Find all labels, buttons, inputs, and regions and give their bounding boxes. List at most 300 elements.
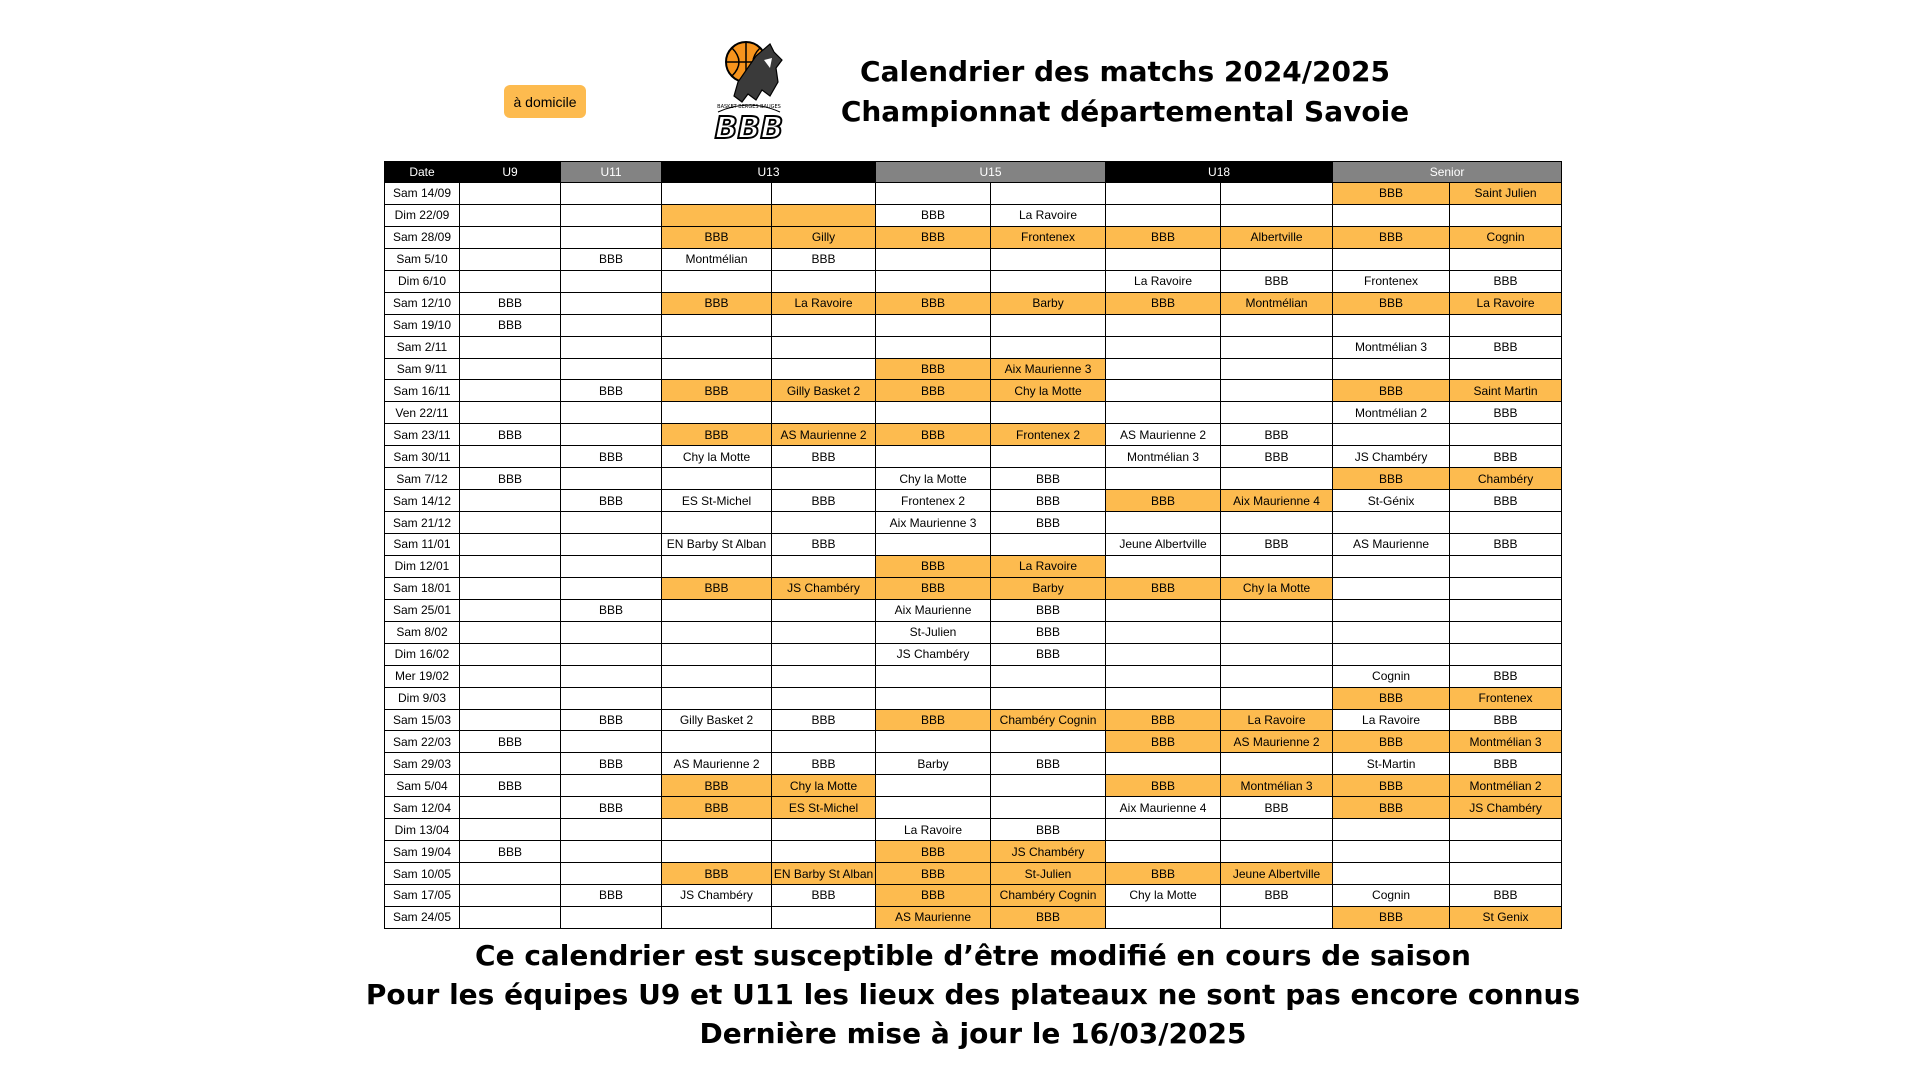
schedule-cell: Montmélian 3 [1333, 336, 1450, 358]
schedule-cell: BBB [1333, 775, 1450, 797]
match-schedule-table [384, 161, 1562, 929]
table-row [385, 819, 1562, 841]
schedule-cell [1333, 248, 1450, 270]
schedule-cell [460, 226, 561, 248]
schedule-cell [662, 204, 772, 226]
schedule-cell [1450, 314, 1562, 336]
schedule-cell: La Ravoire [772, 292, 876, 314]
schedule-cell [1106, 621, 1221, 643]
schedule-cell [460, 380, 561, 402]
schedule-cell [662, 599, 772, 621]
schedule-cell [460, 885, 561, 907]
schedule-cell [1450, 599, 1562, 621]
schedule-cell: BBB [1333, 380, 1450, 402]
schedule-cell [1106, 336, 1221, 358]
schedule-cell [1106, 358, 1221, 380]
schedule-cell [561, 336, 662, 358]
schedule-cell: BBB [1106, 709, 1221, 731]
schedule-cell: BBB [772, 446, 876, 468]
schedule-cell [561, 424, 662, 446]
schedule-cell: BBB [1333, 797, 1450, 819]
schedule-cell [772, 621, 876, 643]
schedule-cell: BBB [460, 292, 561, 314]
schedule-cell [1450, 512, 1562, 534]
table-row [385, 621, 1562, 643]
schedule-cell: BBB [991, 599, 1106, 621]
footer-notes [300, 936, 1646, 1053]
schedule-cell [1221, 665, 1333, 687]
schedule-cell: JS Chambéry [662, 885, 772, 907]
page-title [780, 52, 1470, 132]
table-row [385, 643, 1562, 665]
schedule-cell: BBB [772, 490, 876, 512]
schedule-cell [460, 819, 561, 841]
schedule-cell [991, 797, 1106, 819]
schedule-cell: BBB [1450, 336, 1562, 358]
schedule-cell: BBB [662, 797, 772, 819]
schedule-cell [1221, 906, 1333, 928]
schedule-cell: La Ravoire [1106, 270, 1221, 292]
schedule-cell [991, 314, 1106, 336]
schedule-cell: BBB [561, 797, 662, 819]
schedule-cell: BBB [1450, 709, 1562, 731]
schedule-cell [561, 358, 662, 380]
date-cell: Dim 13/04 [385, 819, 460, 841]
table-row [385, 906, 1562, 928]
date-cell: Mer 19/02 [385, 665, 460, 687]
schedule-cell: BBB [1450, 753, 1562, 775]
schedule-cell: BBB [772, 753, 876, 775]
date-cell: Sam 19/04 [385, 841, 460, 863]
schedule-cell [1333, 512, 1450, 534]
table-row [385, 512, 1562, 534]
schedule-cell [662, 468, 772, 490]
schedule-cell: BBB [991, 468, 1106, 490]
schedule-cell [1106, 248, 1221, 270]
schedule-cell [460, 797, 561, 819]
schedule-cell: BBB [460, 424, 561, 446]
schedule-cell: Chy la Motte [662, 446, 772, 468]
schedule-cell [561, 906, 662, 928]
date-cell: Sam 16/11 [385, 380, 460, 402]
schedule-cell [460, 402, 561, 424]
schedule-cell [772, 687, 876, 709]
schedule-cell: BBB [561, 446, 662, 468]
schedule-cell [1221, 204, 1333, 226]
schedule-cell [772, 204, 876, 226]
schedule-cell: BBB [876, 380, 991, 402]
header-senior: Senior [1333, 162, 1562, 183]
schedule-cell [1450, 424, 1562, 446]
schedule-cell [772, 512, 876, 534]
schedule-cell: BBB [772, 885, 876, 907]
schedule-cell [561, 468, 662, 490]
schedule-cell [460, 863, 561, 885]
table-row [385, 270, 1562, 292]
schedule-cell [1106, 841, 1221, 863]
schedule-cell [662, 906, 772, 928]
schedule-cell: Montmélian 3 [1450, 731, 1562, 753]
schedule-cell: Frontenex 2 [991, 424, 1106, 446]
schedule-cell: BBB [662, 380, 772, 402]
schedule-cell: BBB [991, 490, 1106, 512]
schedule-cell: BBB [1450, 665, 1562, 687]
schedule-cell: BBB [662, 424, 772, 446]
date-cell: Sam 15/03 [385, 709, 460, 731]
schedule-cell: Chambéry Cognin [991, 709, 1106, 731]
schedule-cell [662, 270, 772, 292]
schedule-cell: St-Julien [991, 863, 1106, 885]
schedule-cell [772, 841, 876, 863]
schedule-cell [1221, 183, 1333, 205]
schedule-cell [1221, 314, 1333, 336]
date-cell: Sam 9/11 [385, 358, 460, 380]
schedule-cell [561, 402, 662, 424]
schedule-cell [876, 534, 991, 556]
schedule-cell [1333, 314, 1450, 336]
schedule-cell [1106, 183, 1221, 205]
schedule-cell: Montmélian 3 [1221, 775, 1333, 797]
schedule-cell [991, 534, 1106, 556]
date-cell: Sam 10/05 [385, 863, 460, 885]
schedule-cell: BBB [1333, 292, 1450, 314]
schedule-cell [1221, 687, 1333, 709]
date-cell: Sam 22/03 [385, 731, 460, 753]
schedule-cell: BBB [561, 753, 662, 775]
date-cell: Dim 16/02 [385, 643, 460, 665]
schedule-cell: BBB [991, 643, 1106, 665]
schedule-cell [772, 665, 876, 687]
schedule-cell: Aix Maurienne [876, 599, 991, 621]
schedule-cell: Gilly [772, 226, 876, 248]
schedule-cell: BBB [876, 292, 991, 314]
schedule-cell [460, 446, 561, 468]
schedule-cell: BBB [662, 292, 772, 314]
schedule-cell [772, 599, 876, 621]
schedule-cell [991, 402, 1106, 424]
schedule-cell: BBB [561, 885, 662, 907]
schedule-cell [561, 863, 662, 885]
schedule-cell: Chy la Motte [876, 468, 991, 490]
table-row [385, 490, 1562, 512]
schedule-cell: ES St-Michel [772, 797, 876, 819]
schedule-cell [1333, 358, 1450, 380]
schedule-cell: BBB [1450, 402, 1562, 424]
schedule-cell: Barby [991, 577, 1106, 599]
schedule-cell: BBB [876, 226, 991, 248]
schedule-cell [1221, 468, 1333, 490]
schedule-cell [460, 270, 561, 292]
schedule-cell: BBB [460, 731, 561, 753]
schedule-cell [460, 248, 561, 270]
schedule-cell: AS Maurienne 2 [1221, 731, 1333, 753]
schedule-cell: BBB [1221, 885, 1333, 907]
table-row [385, 292, 1562, 314]
title-line-2: Championnat départemental Savoie [840, 95, 1410, 128]
schedule-cell: St Genix [1450, 906, 1562, 928]
schedule-cell [561, 270, 662, 292]
schedule-cell [662, 841, 772, 863]
table-row [385, 599, 1562, 621]
schedule-cell: Jeune Albertville [1106, 534, 1221, 556]
schedule-cell: La Ravoire [876, 819, 991, 841]
date-cell: Dim 22/09 [385, 204, 460, 226]
schedule-cell [876, 665, 991, 687]
schedule-cell [1450, 555, 1562, 577]
schedule-cell: BBB [772, 709, 876, 731]
schedule-cell: BBB [991, 819, 1106, 841]
schedule-cell: Cognin [1450, 226, 1562, 248]
schedule-cell: Chambéry Cognin [991, 885, 1106, 907]
schedule-cell [460, 709, 561, 731]
schedule-cell [1106, 687, 1221, 709]
schedule-cell: Saint Julien [1450, 183, 1562, 205]
schedule-cell: BBB [1450, 534, 1562, 556]
schedule-cell [1221, 512, 1333, 534]
table-row [385, 687, 1562, 709]
header-u11: U11 [561, 162, 662, 183]
schedule-cell [561, 512, 662, 534]
logo-arc-text: BASKET BERGES BAUGES [717, 104, 781, 110]
header-u13: U13 [662, 162, 876, 183]
schedule-cell: BBB [460, 841, 561, 863]
schedule-cell [991, 183, 1106, 205]
date-cell: Sam 17/05 [385, 885, 460, 907]
schedule-cell [1221, 621, 1333, 643]
schedule-cell: BBB [991, 753, 1106, 775]
schedule-cell: Barby [991, 292, 1106, 314]
schedule-cell [1221, 819, 1333, 841]
schedule-cell [772, 643, 876, 665]
table-row [385, 577, 1562, 599]
schedule-cell: AS Maurienne 2 [662, 753, 772, 775]
header-date: Date [385, 162, 460, 183]
schedule-cell [1221, 402, 1333, 424]
schedule-cell [1106, 468, 1221, 490]
schedule-cell [1333, 204, 1450, 226]
date-cell: Sam 12/04 [385, 797, 460, 819]
schedule-cell [991, 248, 1106, 270]
schedule-cell [876, 183, 991, 205]
table-row [385, 797, 1562, 819]
date-cell: Sam 11/01 [385, 534, 460, 556]
schedule-cell [1333, 819, 1450, 841]
date-cell: Dim 12/01 [385, 555, 460, 577]
schedule-cell: JS Chambéry [772, 577, 876, 599]
schedule-cell: AS Maurienne 2 [1106, 424, 1221, 446]
schedule-cell: BBB [1450, 885, 1562, 907]
schedule-cell: BBB [876, 204, 991, 226]
table-body [385, 183, 1562, 929]
schedule-cell [662, 314, 772, 336]
schedule-cell [1106, 819, 1221, 841]
schedule-cell [1450, 204, 1562, 226]
schedule-cell: BBB [460, 468, 561, 490]
date-cell: Sam 24/05 [385, 906, 460, 928]
table-row [385, 314, 1562, 336]
schedule-cell: Frontenex [1450, 687, 1562, 709]
table-row [385, 226, 1562, 248]
schedule-cell: BBB [662, 863, 772, 885]
footer-line-1: Ce calendrier est susceptible d’être modifié en cours de saison [475, 939, 1471, 972]
date-cell: Sam 14/12 [385, 490, 460, 512]
schedule-cell: La Ravoire [1221, 709, 1333, 731]
schedule-cell: La Ravoire [991, 555, 1106, 577]
schedule-cell: Chy la Motte [1106, 885, 1221, 907]
schedule-cell [460, 643, 561, 665]
date-cell: Sam 7/12 [385, 468, 460, 490]
schedule-cell: Chy la Motte [772, 775, 876, 797]
schedule-cell [460, 534, 561, 556]
schedule-cell: Aix Maurienne 4 [1106, 797, 1221, 819]
table-row [385, 402, 1562, 424]
schedule-cell [991, 446, 1106, 468]
schedule-cell [561, 819, 662, 841]
schedule-cell: BBB [1333, 731, 1450, 753]
schedule-cell: JS Chambéry [876, 643, 991, 665]
date-cell: Sam 23/11 [385, 424, 460, 446]
schedule-cell [561, 643, 662, 665]
schedule-cell [876, 248, 991, 270]
schedule-cell: BBB [1333, 226, 1450, 248]
schedule-cell [1450, 621, 1562, 643]
schedule-cell: EN Barby St Alban [772, 863, 876, 885]
schedule-cell: Saint Martin [1450, 380, 1562, 402]
table-row [385, 775, 1562, 797]
schedule-cell: La Ravoire [991, 204, 1106, 226]
schedule-cell: Frontenex [991, 226, 1106, 248]
table-row [385, 731, 1562, 753]
schedule-cell: BBB [561, 709, 662, 731]
schedule-cell [1106, 204, 1221, 226]
schedule-cell [1450, 248, 1562, 270]
schedule-cell [561, 577, 662, 599]
schedule-cell: Cognin [1333, 885, 1450, 907]
table-header-row [385, 162, 1562, 183]
table-row [385, 709, 1562, 731]
schedule-cell [460, 621, 561, 643]
schedule-cell [1221, 336, 1333, 358]
table-row [385, 380, 1562, 402]
schedule-cell: BBB [460, 314, 561, 336]
schedule-cell: BBB [1106, 292, 1221, 314]
schedule-cell [1450, 863, 1562, 885]
schedule-cell: BBB [876, 555, 991, 577]
table-row [385, 863, 1562, 885]
schedule-cell [1106, 906, 1221, 928]
date-cell: Sam 19/10 [385, 314, 460, 336]
schedule-cell: BBB [561, 490, 662, 512]
schedule-cell [662, 183, 772, 205]
schedule-cell [991, 270, 1106, 292]
schedule-cell [1106, 643, 1221, 665]
schedule-cell [991, 665, 1106, 687]
schedule-cell: BBB [1221, 797, 1333, 819]
schedule-cell [991, 687, 1106, 709]
schedule-cell: Jeune Albertville [1221, 863, 1333, 885]
schedule-cell [460, 687, 561, 709]
schedule-cell [772, 555, 876, 577]
schedule-cell: BBB [876, 577, 991, 599]
schedule-cell [561, 687, 662, 709]
schedule-cell [662, 336, 772, 358]
date-cell: Sam 12/10 [385, 292, 460, 314]
schedule-cell: Frontenex 2 [876, 490, 991, 512]
schedule-cell: Aix Maurienne 3 [876, 512, 991, 534]
schedule-cell: Montmélian [662, 248, 772, 270]
schedule-cell [1333, 863, 1450, 885]
legend-label: à domicile [513, 93, 577, 110]
schedule-cell [1450, 643, 1562, 665]
schedule-cell [561, 665, 662, 687]
schedule-cell: St-Julien [876, 621, 991, 643]
table-row [385, 885, 1562, 907]
schedule-cell [1106, 753, 1221, 775]
table-row [385, 468, 1562, 490]
schedule-cell: La Ravoire [1450, 292, 1562, 314]
schedule-cell [876, 775, 991, 797]
schedule-cell [561, 621, 662, 643]
club-logo-icon [712, 38, 786, 146]
schedule-cell: Montmélian 2 [1450, 775, 1562, 797]
schedule-cell [561, 292, 662, 314]
schedule-cell: BBB [1450, 270, 1562, 292]
schedule-cell: AS Maurienne 2 [772, 424, 876, 446]
schedule-cell [772, 336, 876, 358]
schedule-cell [991, 336, 1106, 358]
schedule-cell: BBB [561, 599, 662, 621]
table-row [385, 336, 1562, 358]
date-cell: Sam 29/03 [385, 753, 460, 775]
footer-line-2: Pour les équipes U9 et U11 les lieux des plateaux ne sont pas encore connus [365, 978, 1581, 1011]
schedule-cell [561, 314, 662, 336]
schedule-cell [772, 183, 876, 205]
schedule-cell: BBB [1221, 534, 1333, 556]
schedule-cell [662, 358, 772, 380]
schedule-cell [1333, 577, 1450, 599]
date-cell: Sam 5/04 [385, 775, 460, 797]
schedule-cell [460, 753, 561, 775]
schedule-cell [1333, 555, 1450, 577]
schedule-cell: Frontenex [1333, 270, 1450, 292]
schedule-cell: BBB [561, 380, 662, 402]
schedule-cell [561, 204, 662, 226]
date-cell: Sam 30/11 [385, 446, 460, 468]
schedule-cell [1333, 424, 1450, 446]
schedule-cell [561, 775, 662, 797]
schedule-cell [460, 358, 561, 380]
table-row [385, 841, 1562, 863]
schedule-cell [662, 402, 772, 424]
schedule-cell: JS Chambéry [1333, 446, 1450, 468]
schedule-cell [1450, 841, 1562, 863]
date-cell: Ven 22/11 [385, 402, 460, 424]
schedule-cell [460, 204, 561, 226]
header-u18: U18 [1106, 162, 1333, 183]
date-cell: Sam 5/10 [385, 248, 460, 270]
schedule-cell: BBB [1106, 731, 1221, 753]
schedule-cell [772, 358, 876, 380]
schedule-cell: BBB [1333, 183, 1450, 205]
home-legend-badge [504, 85, 586, 118]
title-line-1: Calendrier des matchs 2024/2025 [860, 55, 1390, 88]
schedule-cell [561, 731, 662, 753]
date-cell: Dim 9/03 [385, 687, 460, 709]
schedule-cell [1450, 819, 1562, 841]
schedule-cell: BBB [662, 775, 772, 797]
schedule-cell [1106, 555, 1221, 577]
schedule-cell [772, 402, 876, 424]
